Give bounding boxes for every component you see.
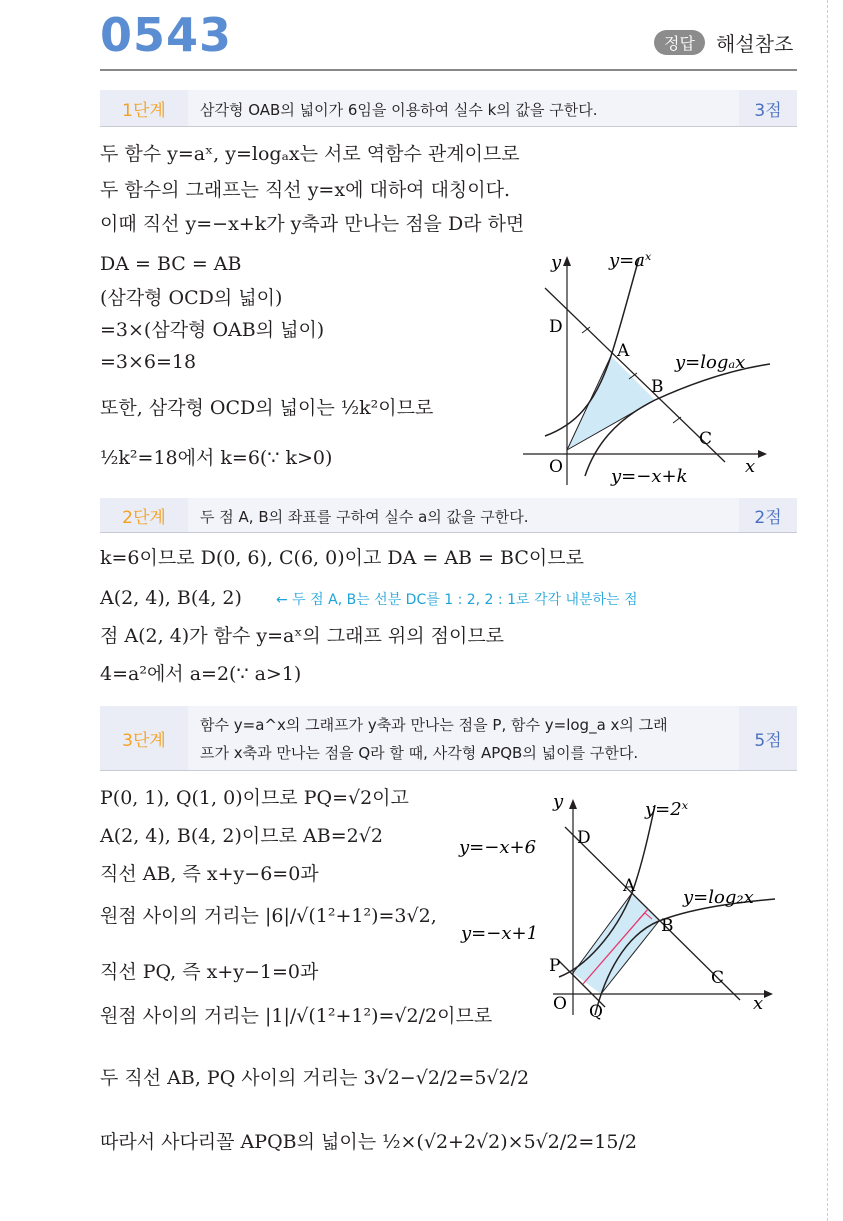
answer-reference: 해설참조 bbox=[716, 32, 794, 56]
step1-header bbox=[100, 90, 797, 127]
tick-mark bbox=[673, 417, 681, 423]
page-edge-line bbox=[827, 0, 828, 1221]
graph2-y-label: y bbox=[553, 791, 564, 812]
graph1-line-label: y=−x+k bbox=[611, 466, 688, 487]
step2-line: 4=a²에서 a=2(∵ a>1) bbox=[100, 663, 302, 685]
step3-line: 따라서 사다리꼴 APQB의 넓이는 ½×(√2+2√2)×5√2/2=15/2 bbox=[100, 1131, 637, 1153]
step2-line: A(2, 4), B(4, 2) bbox=[100, 587, 242, 609]
step1-line: 두 함수의 그래프는 직선 y=x에 대하여 대칭이다. bbox=[100, 179, 511, 201]
step2-annotation: ← 두 점 A, B는 선분 DC를 1 : 2, 2 : 1로 각각 내분하는 점 bbox=[276, 592, 638, 608]
step3-label: 3단계 bbox=[100, 706, 188, 770]
graph2-point-b: B bbox=[661, 916, 674, 936]
step3-line: 직선 PQ, 즉 x+y−1=0과 bbox=[100, 961, 319, 983]
step1-line: =3×6=18 bbox=[100, 351, 197, 373]
step2-points: 2점 bbox=[739, 498, 797, 532]
graph2-point-d: D bbox=[577, 828, 591, 848]
y-axis-arrow bbox=[563, 256, 571, 266]
step1-line: 이때 직선 y=−x+k가 y축과 만나는 점을 D라 하면 bbox=[100, 213, 525, 235]
step3-description-line2: 프가 x축과 만나는 점을 Q라 할 때, 사각형 APQB의 넓이를 구한다. bbox=[200, 744, 639, 762]
step3-line: A(2, 4), B(4, 2)이므로 AB=2√2 bbox=[100, 825, 383, 847]
graph2-log-label: y=log₂x bbox=[683, 887, 754, 908]
step3-line: 직선 AB, 즉 x+y−6=0과 bbox=[100, 863, 319, 885]
graph2-x-label: x bbox=[753, 993, 764, 1014]
step1-line: (삼각형 OCD의 넓이) bbox=[100, 287, 283, 309]
graph2-point-q: Q bbox=[589, 1002, 603, 1022]
step1-description: 삼각형 OAB의 넓이가 6임을 이용하여 실수 k의 값을 구한다. bbox=[200, 101, 598, 119]
step3-header bbox=[100, 706, 797, 771]
step3-line: 원점 사이의 거리는 |6|/√(1²+1²)=3√2, bbox=[100, 905, 437, 927]
step1-line: 두 함수 y=aˣ, y=logₐx는 서로 역함수 관계이므로 bbox=[100, 143, 520, 165]
step2-line: k=6이므로 D(0, 6), C(6, 0)이고 DA = AB = BC이므로 bbox=[100, 547, 584, 569]
graph1-point-c: C bbox=[699, 429, 713, 449]
graph2-exp-label: y=2ˣ bbox=[645, 799, 689, 820]
step1-line: DA = BC = AB bbox=[100, 253, 242, 275]
graph1-point-a: A bbox=[617, 341, 630, 361]
step1-line: 또한, 삼각형 OCD의 넓이는 ½k²이므로 bbox=[100, 397, 434, 419]
step2-description: 두 점 A, B의 좌표를 구하여 실수 a의 값을 구한다. bbox=[200, 508, 529, 526]
header-divider bbox=[100, 69, 797, 71]
step1-line: ½k²=18에서 k=6(∵ k>0) bbox=[100, 447, 333, 469]
graph1-x-label: x bbox=[745, 456, 756, 477]
step3-points: 5점 bbox=[739, 706, 797, 770]
step2-label: 2단계 bbox=[100, 498, 188, 532]
step1-line: =3×(삼각형 OAB의 넓이) bbox=[100, 319, 325, 341]
graph2-line2-label: y=−x+1 bbox=[461, 923, 539, 944]
graph1-point-d: D bbox=[549, 317, 563, 337]
graph2-point-c: C bbox=[711, 968, 725, 988]
graph1-y-label: y bbox=[551, 252, 562, 273]
x-axis-arrow bbox=[758, 450, 767, 458]
x-axis-arrow bbox=[764, 990, 773, 998]
y-axis-arrow bbox=[569, 799, 577, 809]
step3-description-line1: 함수 y=a^x의 그래프가 y축과 만나는 점을 P, 함수 y=log_a x의 그래 bbox=[200, 716, 668, 734]
triangle-oab-fill bbox=[567, 356, 655, 450]
step3-line: 두 직선 AB, PQ 사이의 거리는 3√2−√2/2=5√2/2 bbox=[100, 1067, 530, 1089]
graph1-point-b: B bbox=[651, 377, 664, 397]
step1-label: 1단계 bbox=[100, 90, 188, 126]
step1-points: 3점 bbox=[739, 90, 797, 126]
graph-2 bbox=[455, 785, 795, 1025]
graph2-origin-label: O bbox=[553, 994, 567, 1014]
graph1-log-label: y=logₐx bbox=[675, 352, 746, 373]
graph1-origin-label: O bbox=[549, 457, 563, 477]
graph2-line1-label: y=−x+6 bbox=[459, 837, 537, 858]
graph-1 bbox=[515, 240, 795, 490]
step2-line: 점 A(2, 4)가 함수 y=aˣ의 그래프 위의 점이므로 bbox=[100, 625, 505, 647]
graph1-exp-label: y=aˣ bbox=[609, 250, 652, 271]
graph2-point-p: P bbox=[549, 956, 561, 976]
step3-line: 원점 사이의 거리는 |1|/√(1²+1²)=√2/2이므로 bbox=[100, 1005, 493, 1027]
graph2-point-a: A bbox=[623, 876, 636, 896]
step3-line: P(0, 1), Q(1, 0)이므로 PQ=√2이고 bbox=[100, 787, 409, 809]
answer-badge: 정답 bbox=[654, 30, 705, 55]
trapezoid-apqb-fill bbox=[573, 893, 659, 994]
problem-number: 0543 bbox=[100, 8, 233, 62]
step2-header bbox=[100, 498, 797, 533]
